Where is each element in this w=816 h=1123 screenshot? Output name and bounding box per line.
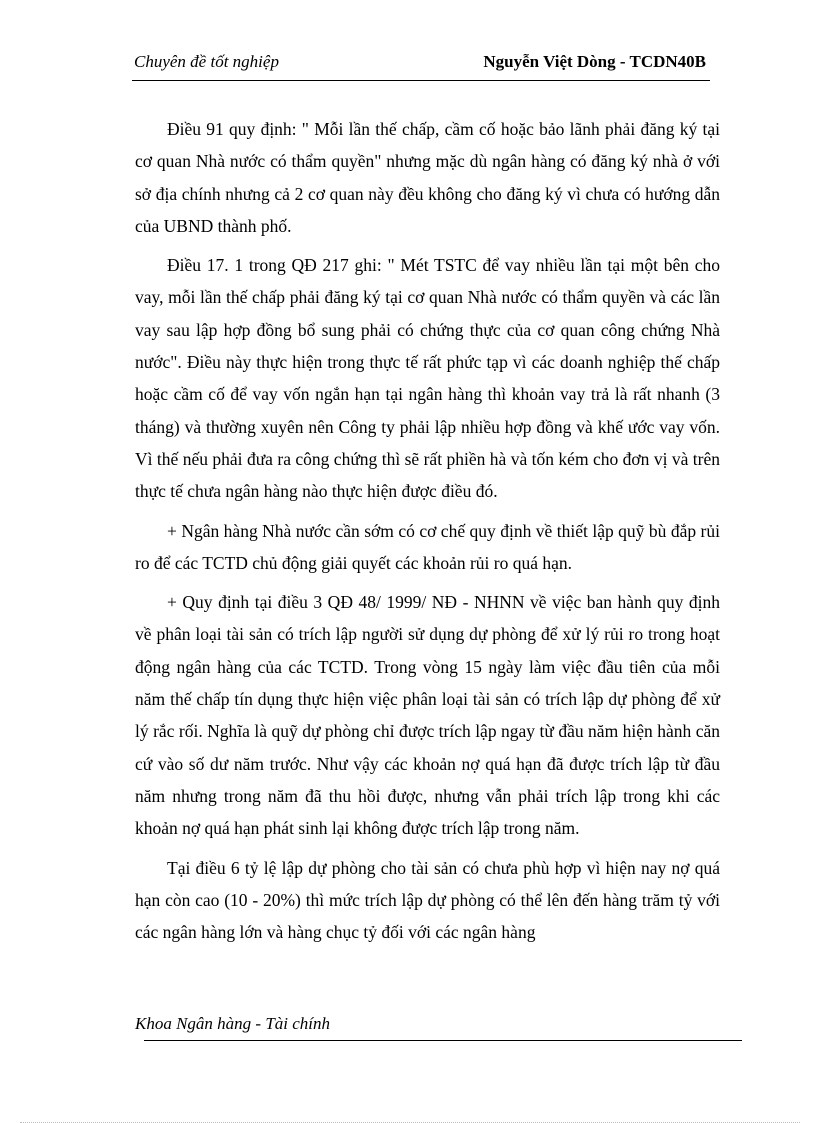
header-author: Nguyễn Việt Dòng - TCDN40B [483,52,706,71]
header-title: Chuyên đề tốt nghiệp [134,52,279,71]
paragraph: Điều 91 quy định: " Mỗi lần thế chấp, cầm cố hoặc bảo lãnh phải đăng ký tại cơ quan Nhà nước có thẩm quyền" nhưng mặc dù ngân hàng có đăng ký nhà ở với sở địa chính nhưng cả 2 cơ quan này đều không cho đăng ký vì chưa có hướng dẫn của UBND thành phố. [135,119,720,236]
header-rule [132,80,710,81]
footer-rule [144,1040,742,1041]
document-body [135,113,720,955]
page-footer: Khoa Ngân hàng - Tài chính [135,1014,331,1033]
paragraph: + Quy định tại điều 3 QĐ 48/ 1999/ NĐ - NHNN về việc ban hành quy định về phân loại tài sản có trích lập người sử dụng dự phòng để xử lý rủi ro trong hoạt động ngân hàng của các TCTD. Trong vòng 15 ngày làm việc đầu tiên của mỗi năm thế chấp tín dụng thực hiện việc phân loại tài sản có trích lập dự phòng để xử lý rắc rối. Nghĩa là quỹ dự phòng chỉ được trích lập ngay từ đầu năm hiện hành căn cứ vào số dư năm trước. Như vậy các khoản nợ quá hạn đã được trích lập từ đầu năm nhưng trong năm đã thu hồi được, nhưng vẫn phải trích lập trong khi các khoản nợ quá hạn phát sinh lại không được trích lập trong năm. [135,592,720,839]
paragraph: + Ngân hàng Nhà nước cần sớm có cơ chế quy định về thiết lập quỹ bù đắp rủi ro để các TCTD chủ động giải quyết các khoản rủi ro quá hạn. [135,520,720,573]
paragraph: Tại điều 6 tỷ lệ lập dự phòng cho tài sản có chưa phù hợp vì hiện nay nợ quá hạn còn cao (10 - 20%) thì mức trích lập dự phòng có thể lên đến hàng trăm tỷ với các ngân hàng lớn và hàng chục tỷ đối với các ngân hàng [135,857,720,943]
paragraph: Điều 17. 1 trong QĐ 217 ghi: " Mét TSTC để vay nhiều lần tại một bên cho vay, mỗi lần thế chấp phải đăng ký tại cơ quan Nhà nước có thẩm quyền và các lần vay sau lập hợp đồng bổ sung phải có chứng thực của cơ quan công chứng Nhà nước". Điều này thực hiện trong thực tế rất phức tạp vì các doanh nghiệp thế chấp hoặc cầm cố để vay vốn ngắn hạn tại ngân hàng thì khoản vay trả là rất nhanh (3 tháng) và thường xuyên nên Công ty phải lập nhiều hợp đồng và khế ước vay vốn. Vì thế nếu phải đưa ra công chứng thì sẽ rất phiền hà và tốn kém cho đơn vị và trên thực tế chưa ngân hàng nào thực hiện được điều đó. [135,255,720,502]
page-header [132,52,710,78]
